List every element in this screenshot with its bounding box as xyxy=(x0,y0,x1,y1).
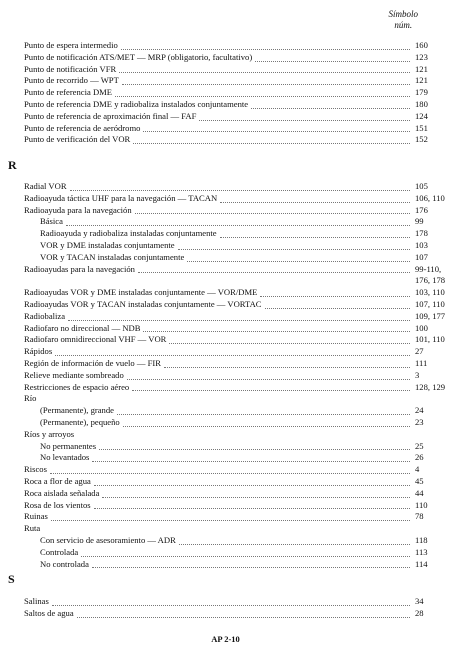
entry-symbol-number: 128, 129 xyxy=(415,381,446,392)
entry-symbol-number: 180 xyxy=(415,98,428,109)
entry-term: Ríos y arroyos xyxy=(24,428,75,439)
entry-term: Radial VOR xyxy=(24,181,67,191)
section-letter-s: S xyxy=(8,572,15,586)
entry-symbol-number: 121 xyxy=(415,63,428,74)
entry-symbol-number: 152 xyxy=(415,134,428,145)
entry-symbol-number: 106, 110 xyxy=(415,192,445,203)
symbol-number-header xyxy=(388,9,418,31)
entry-term: Radioayudas para la navegación xyxy=(24,263,135,274)
header-line-2: núm. xyxy=(394,20,413,30)
entry-term: Saltos de agua xyxy=(24,607,74,618)
entry-symbol-number: 23 xyxy=(415,416,424,427)
dot-leader xyxy=(51,508,410,521)
entry-term: Radiobaliza xyxy=(24,310,66,321)
dot-leader xyxy=(123,414,410,427)
entry-symbol-number: 160 xyxy=(415,40,428,50)
section-letter-r: R xyxy=(8,158,17,172)
entry-term: Roca aislada señalada xyxy=(24,487,100,498)
entry-symbol-number: 124 xyxy=(415,110,428,121)
entry-term: No controlada xyxy=(40,558,89,569)
entry-term: Ruta xyxy=(24,523,41,534)
entry-symbol-number: 78 xyxy=(415,511,424,522)
entry-symbol-number: 111 xyxy=(415,357,428,368)
entry-term: Salinas xyxy=(24,596,49,606)
index-entry xyxy=(24,608,432,620)
entry-symbol-number: 107, 110 xyxy=(415,298,445,309)
dot-leader xyxy=(138,261,410,274)
entry-symbol-number: 26 xyxy=(415,452,424,463)
entry-symbol-number: 103 xyxy=(415,239,428,250)
entry-term: VOR y TACAN instaladas conjuntamente xyxy=(40,251,185,262)
entry-term: Región de información de vuelo — FIR xyxy=(24,357,161,368)
entry-term: (Permanente), grande xyxy=(40,405,114,416)
entry-symbol-number: 100 xyxy=(415,322,428,333)
entry-symbol-number: 151 xyxy=(415,122,428,133)
section-p-list xyxy=(24,40,432,146)
entry-term: Radioayudas VOR y TACAN instaladas conjuntamente — VORTAC xyxy=(24,298,262,309)
entry-symbol-number: 99-110, xyxy=(415,263,442,274)
entry-term: Punto de espera intermedio xyxy=(24,40,118,50)
entry-term: Rápidos xyxy=(24,346,53,357)
entry-term: Con servicio de asesoramiento — ADR xyxy=(40,534,176,545)
entry-symbol-number: 107 xyxy=(415,251,428,262)
section-r-list xyxy=(24,181,446,570)
entry-symbol-number: 3 xyxy=(415,369,420,380)
entry-symbol-number: 179 xyxy=(415,87,428,98)
entry-term: Punto de notificación ATS/MET — MRP (obligatorio, facultativo) xyxy=(24,51,253,62)
entry-symbol-number: 25 xyxy=(415,440,424,451)
entry-term: Río xyxy=(24,393,37,404)
header-line-1: Símbolo xyxy=(388,9,418,19)
entry-symbol-number: 24 xyxy=(415,405,424,416)
dot-leader xyxy=(132,379,410,392)
entry-symbol-number: 109, 177 xyxy=(415,310,446,321)
entry-term: No permanentes xyxy=(40,440,97,451)
index-entry xyxy=(24,511,432,523)
entry-term: Relieve mediante sombreado xyxy=(24,369,124,380)
entry-term: (Permanente), pequeño xyxy=(40,416,120,427)
entry-term: Radioayuda y radiobaliza instaladas conjuntamente xyxy=(40,228,217,239)
page-footer: AP 2-10 xyxy=(211,634,240,644)
entry-symbol-number: 113 xyxy=(415,546,428,557)
entry-term: Radioayuda táctica UHF para la navegación — TACAN xyxy=(24,192,218,203)
entry-symbol-number: 103, 110 xyxy=(415,287,445,298)
entry-symbol-number: 105 xyxy=(415,181,428,191)
entry-term: Roca a flor de agua xyxy=(24,475,91,486)
entry-symbol-number: 99 xyxy=(415,216,424,227)
dot-leader xyxy=(92,556,410,569)
entry-symbol-number: 123 xyxy=(415,51,428,62)
entry-symbol-number: 27 xyxy=(415,346,424,357)
index-entry xyxy=(24,263,442,276)
entry-symbol-number: 110 xyxy=(415,499,428,510)
section-s-list xyxy=(24,596,432,620)
entry-term: Punto de recorrido — WPT xyxy=(24,75,119,86)
entry-symbol-number: 114 xyxy=(415,558,428,569)
entry-symbol-number: 101, 110 xyxy=(415,334,445,345)
dot-leader xyxy=(77,605,410,618)
entry-term: Controlada xyxy=(40,546,79,557)
index-entry xyxy=(24,417,432,429)
entry-symbol-number: 4 xyxy=(415,464,420,475)
entry-term: Ruinas xyxy=(24,511,48,522)
entry-symbol-number: 45 xyxy=(415,475,424,486)
entry-term: Radiofaro no direccional — NDB xyxy=(24,322,141,333)
entry-term: Riscos xyxy=(24,464,47,475)
entry-term: Punto de referencia DME xyxy=(24,87,113,98)
entry-term: Radioayuda para la navegación xyxy=(24,204,132,215)
index-entry xyxy=(24,381,446,394)
entry-term: Radioayudas VOR y DME instaladas conjuntamente — VOR/DME xyxy=(24,287,258,298)
entry-term: Punto de referencia DME y radiobaliza instalados conjuntamente xyxy=(24,98,249,109)
entry-term: Básica xyxy=(40,216,63,227)
dot-leader xyxy=(133,131,410,144)
entry-symbol-number: 176, 178 xyxy=(415,275,446,286)
entry-term: VOR y DME instaladas conjuntamente xyxy=(40,239,175,250)
index-entry xyxy=(24,559,432,571)
entry-symbol-number: 121 xyxy=(415,75,428,86)
entry-term: Rosa de los vientos xyxy=(24,499,91,510)
entry-symbol-number: 44 xyxy=(415,487,424,498)
entry-symbol-number: 28 xyxy=(415,607,424,618)
entry-symbol-number: 34 xyxy=(415,596,424,606)
entry-symbol-number: 118 xyxy=(415,534,428,545)
entry-term: Punto de referencia de aproximación final — FAF xyxy=(24,110,197,121)
entry-term: Punto de referencia de aeródromo xyxy=(24,122,141,133)
entry-symbol-number: 176 xyxy=(415,204,428,215)
entry-term: Punto de notificación VFR xyxy=(24,63,117,74)
entry-term: Restricciones de espacio aéreo xyxy=(24,381,130,392)
entry-term: Punto de verificación del VOR xyxy=(24,134,131,145)
entry-symbol-number: 178 xyxy=(415,228,428,239)
index-entry xyxy=(24,134,432,146)
entry-term: No levantados xyxy=(40,452,90,463)
entry-term: Radiofaro omnidireccional VHF — VOR xyxy=(24,334,167,345)
